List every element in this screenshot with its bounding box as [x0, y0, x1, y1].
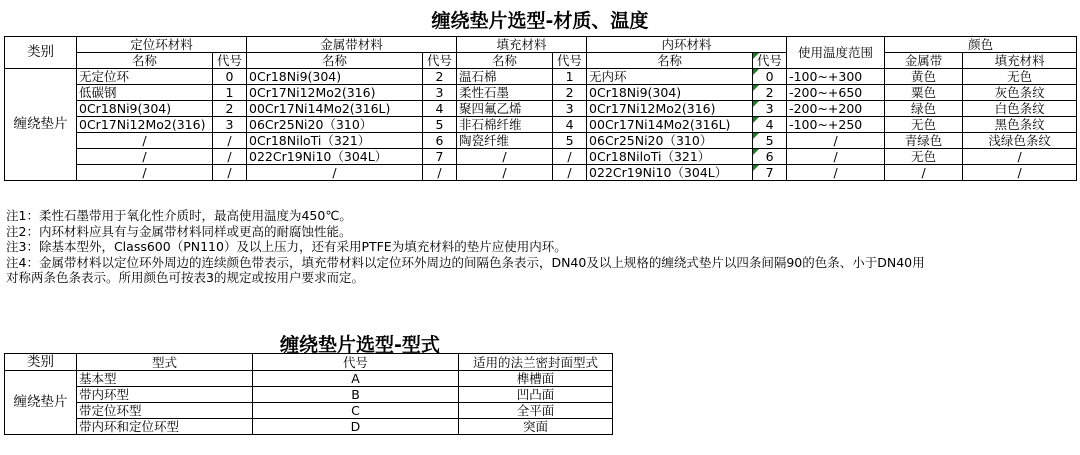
temperature-range: -200~+650	[787, 85, 885, 101]
filler-color: 灰色条纹	[963, 85, 1077, 101]
header-temperature: 使用温度范围	[787, 37, 885, 69]
inner-ring-code: 2	[753, 85, 787, 101]
metal-band-name: 0Cr18Ni9(304)	[247, 69, 423, 85]
category-cell: 缠绕垫片	[5, 69, 77, 181]
type-code: B	[253, 387, 459, 403]
metal-band-name: 06Cr25Ni20（310）	[247, 117, 423, 133]
notes-section	[6, 208, 1074, 286]
locating-ring-code: /	[213, 133, 247, 149]
filler-name: 聚四氟乙烯	[457, 101, 553, 117]
metal-band-color: 黄色	[885, 69, 963, 85]
locating-ring-code: /	[213, 165, 247, 181]
table-row	[5, 69, 1077, 85]
page-title: 缠绕垫片选型-材质、温度	[431, 10, 649, 32]
locating-ring-name: 0Cr17Ni12Mo2(316)	[77, 117, 213, 133]
locating-ring-name: 无定位环	[77, 69, 213, 85]
locating-ring-code: 3	[213, 117, 247, 133]
locating-ring-name: /	[77, 133, 213, 149]
category-cell: 缠绕垫片	[5, 371, 77, 435]
gasket-type-table	[4, 353, 613, 435]
metal-band-code: 5	[423, 117, 457, 133]
temperature-range: /	[787, 149, 885, 165]
header-filler: 填充材料	[457, 37, 587, 53]
metal-band-code: 7	[423, 149, 457, 165]
subheader-code: 代号	[553, 53, 587, 69]
flange-face: 榫槽面	[459, 371, 613, 387]
filler-color: /	[963, 149, 1077, 165]
metal-band-color: 青绿色	[885, 133, 963, 149]
header-flange-face: 适用的法兰密封面型式	[459, 354, 613, 371]
table-row	[5, 101, 1077, 117]
filler-name: 温石棉	[457, 69, 553, 85]
metal-band-color: /	[885, 165, 963, 181]
filler-color: 浅绿色条纹	[963, 133, 1077, 149]
subheader-code: 代号	[423, 53, 457, 69]
filler-color: 白色条纹	[963, 101, 1077, 117]
type-code: D	[253, 419, 459, 435]
type-name: 带内环型	[77, 387, 253, 403]
note-4-continued: 对称两条色条表示。所用颜色可按表3的规定或按用户要求而定。	[6, 270, 364, 285]
inner-ring-name: 0Cr18NiloTi（321）	[587, 149, 753, 165]
header-locating-ring: 定位环材料	[77, 37, 247, 53]
header-color: 颜色	[885, 37, 1077, 53]
subheader-code: 代号	[213, 53, 247, 69]
metal-band-code: 4	[423, 101, 457, 117]
note-3: 注3：除基本型外，Class600（PN110）及以上压力，还有采用PTFE为填充材料的垫片应使用内环。	[6, 239, 567, 254]
filler-code: 5	[553, 133, 587, 149]
inner-ring-name: 022Cr19Ni10（304L）	[587, 165, 753, 181]
metal-band-name: 00Cr17Ni14Mo2(316L)	[247, 101, 423, 117]
filler-name: 柔性石墨	[457, 85, 553, 101]
metal-band-color: 粟色	[885, 85, 963, 101]
metal-band-code: 2	[423, 69, 457, 85]
table-row	[5, 419, 613, 435]
flange-face: 全平面	[459, 403, 613, 419]
locating-ring-code: /	[213, 149, 247, 165]
table-row	[5, 85, 1077, 101]
type-code: A	[253, 371, 459, 387]
locating-ring-code: 2	[213, 101, 247, 117]
inner-ring-name: 06Cr25Ni20（310）	[587, 133, 753, 149]
temperature-range: -200~+200	[787, 101, 885, 117]
header-category: 类别	[5, 37, 77, 69]
table-row	[5, 117, 1077, 133]
filler-code: /	[553, 149, 587, 165]
table-row	[5, 165, 1077, 181]
filler-color: /	[963, 165, 1077, 181]
filler-code: 1	[553, 69, 587, 85]
header-inner-ring: 内环材料	[587, 37, 787, 53]
metal-band-code: 3	[423, 85, 457, 101]
metal-band-color: 绿色	[885, 101, 963, 117]
header-type: 型式	[77, 354, 253, 371]
locating-ring-code: 1	[213, 85, 247, 101]
filler-color: 黑色条纹	[963, 117, 1077, 133]
table-row	[5, 387, 613, 403]
filler-code: 2	[553, 85, 587, 101]
inner-ring-code: 0	[753, 69, 787, 85]
inner-ring-name: 无内环	[587, 69, 753, 85]
type-name: 带内环和定位环型	[77, 419, 253, 435]
subheader-name: 名称	[247, 53, 423, 69]
header-code: 代号	[253, 354, 459, 371]
filler-name: /	[457, 165, 553, 181]
subheader-name: 名称	[77, 53, 213, 69]
inner-ring-name: 00Cr17Ni14Mo2(316L)	[587, 117, 753, 133]
metal-band-code: /	[423, 165, 457, 181]
type-name: 带定位环型	[77, 403, 253, 419]
temperature-range: /	[787, 165, 885, 181]
metal-band-color: 无色	[885, 117, 963, 133]
subheader-name: 名称	[587, 53, 753, 69]
metal-band-name: 0Cr17Ni12Mo2(316)	[247, 85, 423, 101]
inner-ring-name: 0Cr18Ni9(304)	[587, 85, 753, 101]
locating-ring-name: 低碳钢	[77, 85, 213, 101]
inner-ring-name: 0Cr17Ni12Mo2(316)	[587, 101, 753, 117]
inner-ring-code: 5	[753, 133, 787, 149]
section-title: 缠绕垫片选型-型式	[280, 334, 440, 356]
locating-ring-name: 0Cr18Ni9(304)	[77, 101, 213, 117]
subheader-code: 代号	[753, 53, 787, 69]
inner-ring-code: 7	[753, 165, 787, 181]
subheader-name: 名称	[457, 53, 553, 69]
filler-name: 陶瓷纤维	[457, 133, 553, 149]
inner-ring-code: 3	[753, 101, 787, 117]
inner-ring-code: 6	[753, 149, 787, 165]
filler-code: /	[553, 165, 587, 181]
temperature-range: /	[787, 133, 885, 149]
locating-ring-code: 0	[213, 69, 247, 85]
inner-ring-code: 4	[753, 117, 787, 133]
filler-color: 无色	[963, 69, 1077, 85]
header-metal-band: 金属带材料	[247, 37, 457, 53]
note-2: 注2：内环材料应具有与金属带材料同样或更高的耐腐蚀性能。	[6, 223, 352, 239]
metal-band-color: 无色	[885, 149, 963, 165]
table-row	[5, 403, 613, 419]
locating-ring-name: /	[77, 165, 213, 181]
flange-face: 凹凸面	[459, 387, 613, 403]
filler-code: 3	[553, 101, 587, 117]
locating-ring-name: /	[77, 149, 213, 165]
table-row	[5, 149, 1077, 165]
temperature-range: -100~+250	[787, 117, 885, 133]
subheader-filler-color: 填充材料	[963, 53, 1077, 69]
metal-band-name: /	[247, 165, 423, 181]
metal-band-name: 0Cr18NiloTi（321）	[247, 133, 423, 149]
filler-code: 4	[553, 117, 587, 133]
note-4: 注4：金属带材料以定位环外周边的连续颜色带表示，填充带材料以定位环外周边的间隔色条表示，DN40及以上规格的缠绕式垫片以四条间隔90的色条、小于DN40用	[6, 254, 925, 270]
filler-name: /	[457, 149, 553, 165]
temperature-range: -100~+300	[787, 69, 885, 85]
header-category: 类别	[5, 354, 77, 371]
metal-band-name: 022Cr19Ni10（304L）	[247, 149, 423, 165]
metal-band-code: 6	[423, 133, 457, 149]
type-name: 基本型	[77, 371, 253, 387]
subheader-metal-band: 金属带	[885, 53, 963, 69]
type-code: C	[253, 403, 459, 419]
filler-name: 非石棉纤维	[457, 117, 553, 133]
note-1: 注1：柔性石墨带用于氧化性介质时，最高使用温度为450℃。	[6, 208, 352, 223]
flange-face: 突面	[459, 419, 613, 435]
material-temperature-table	[4, 36, 1077, 181]
table-row	[5, 133, 1077, 149]
table-row	[5, 371, 613, 387]
